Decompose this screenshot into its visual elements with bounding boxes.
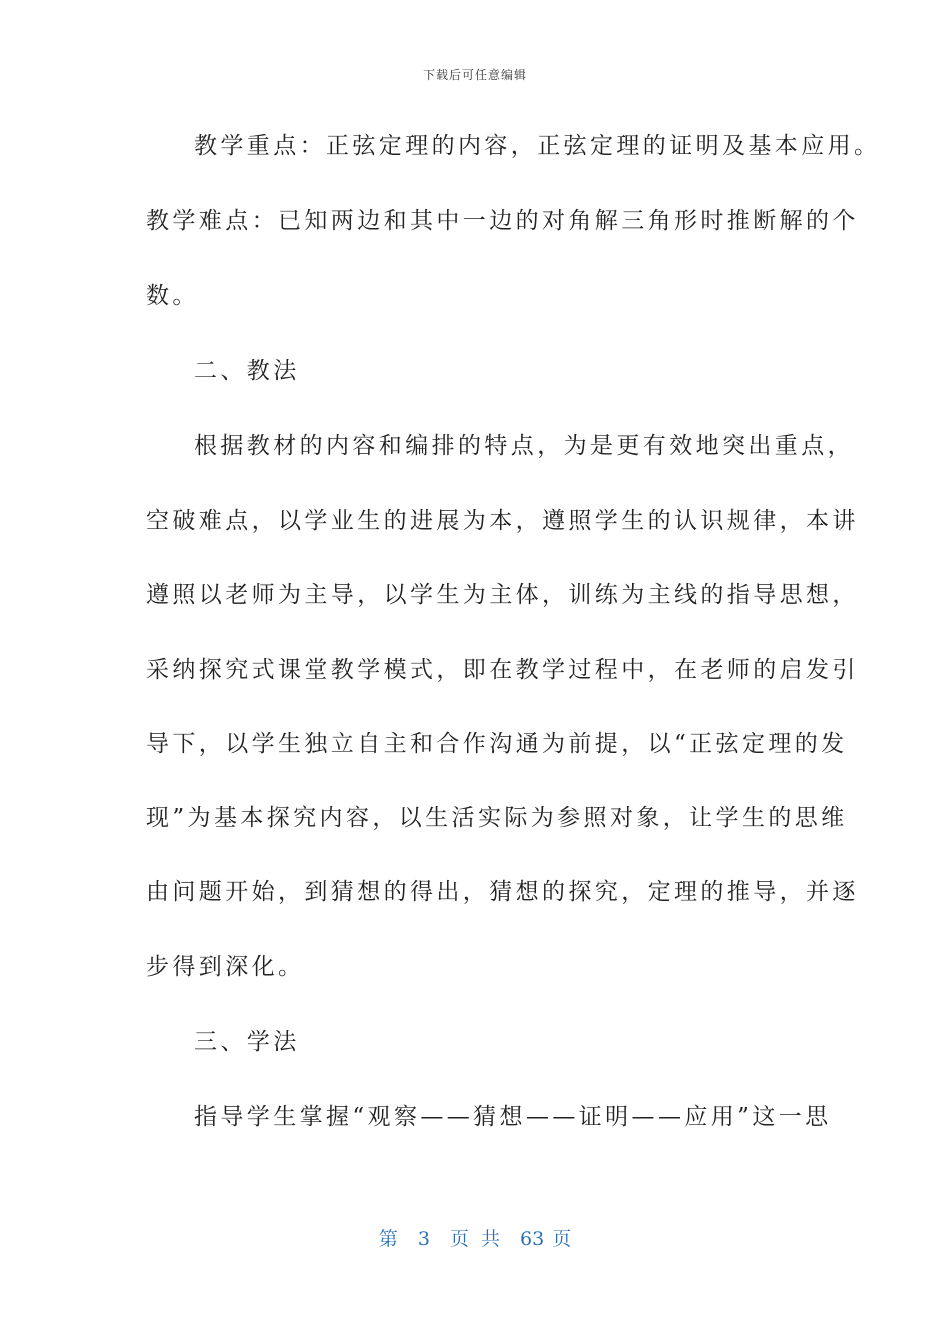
footer-prefix: 第: [378, 1228, 398, 1250]
paragraph-line: 指导学生掌握“观察——猜想——证明——应用”这一思: [194, 1104, 832, 1130]
paragraph-line: 遵照以老师为主导，以学生为主体，训练为主线的指导思想，: [146, 582, 859, 608]
footer-current-page: 3: [417, 1228, 430, 1250]
section-heading: 三、学法: [194, 1029, 300, 1055]
paragraph-line: 数。: [146, 283, 199, 309]
footer-total-pages: 63: [520, 1228, 545, 1250]
paragraph-line: 步得到深化。: [146, 954, 305, 980]
paragraph-line: 导下，以学生独立自主和合作沟通为前提，以“正弦定理的发: [146, 731, 848, 757]
paragraph-line: 教学重点：正弦定理的内容，正弦定理的证明及基本应用。: [194, 133, 881, 159]
page-header: 下载后可任意编辑: [422, 68, 527, 82]
section-heading: 二、教法: [194, 358, 300, 384]
paragraph-line: 采纳探究式课堂教学模式，即在教学过程中，在老师的启发引: [146, 657, 859, 683]
footer-middle: 页 共: [449, 1228, 500, 1250]
footer-suffix: 页: [552, 1228, 572, 1250]
paragraph-line: 由问题开始，到猜想的得出，猜想的探究，定理的推导，并逐: [146, 879, 859, 905]
paragraph-line: 空破难点，以学业生的进展为本，遵照学生的认识规律，本讲: [146, 508, 859, 534]
paragraph-line: 教学难点：已知两边和其中一边的对角解三角形时推断解的个: [146, 208, 859, 234]
page-number-footer: [0, 1224, 950, 1251]
paragraph-line: 根据教材的内容和编排的特点，为是更有效地突出重点，: [194, 433, 854, 459]
paragraph-line: 现”为基本探究内容，以生活实际为参照对象，让学生的思维: [146, 805, 848, 831]
